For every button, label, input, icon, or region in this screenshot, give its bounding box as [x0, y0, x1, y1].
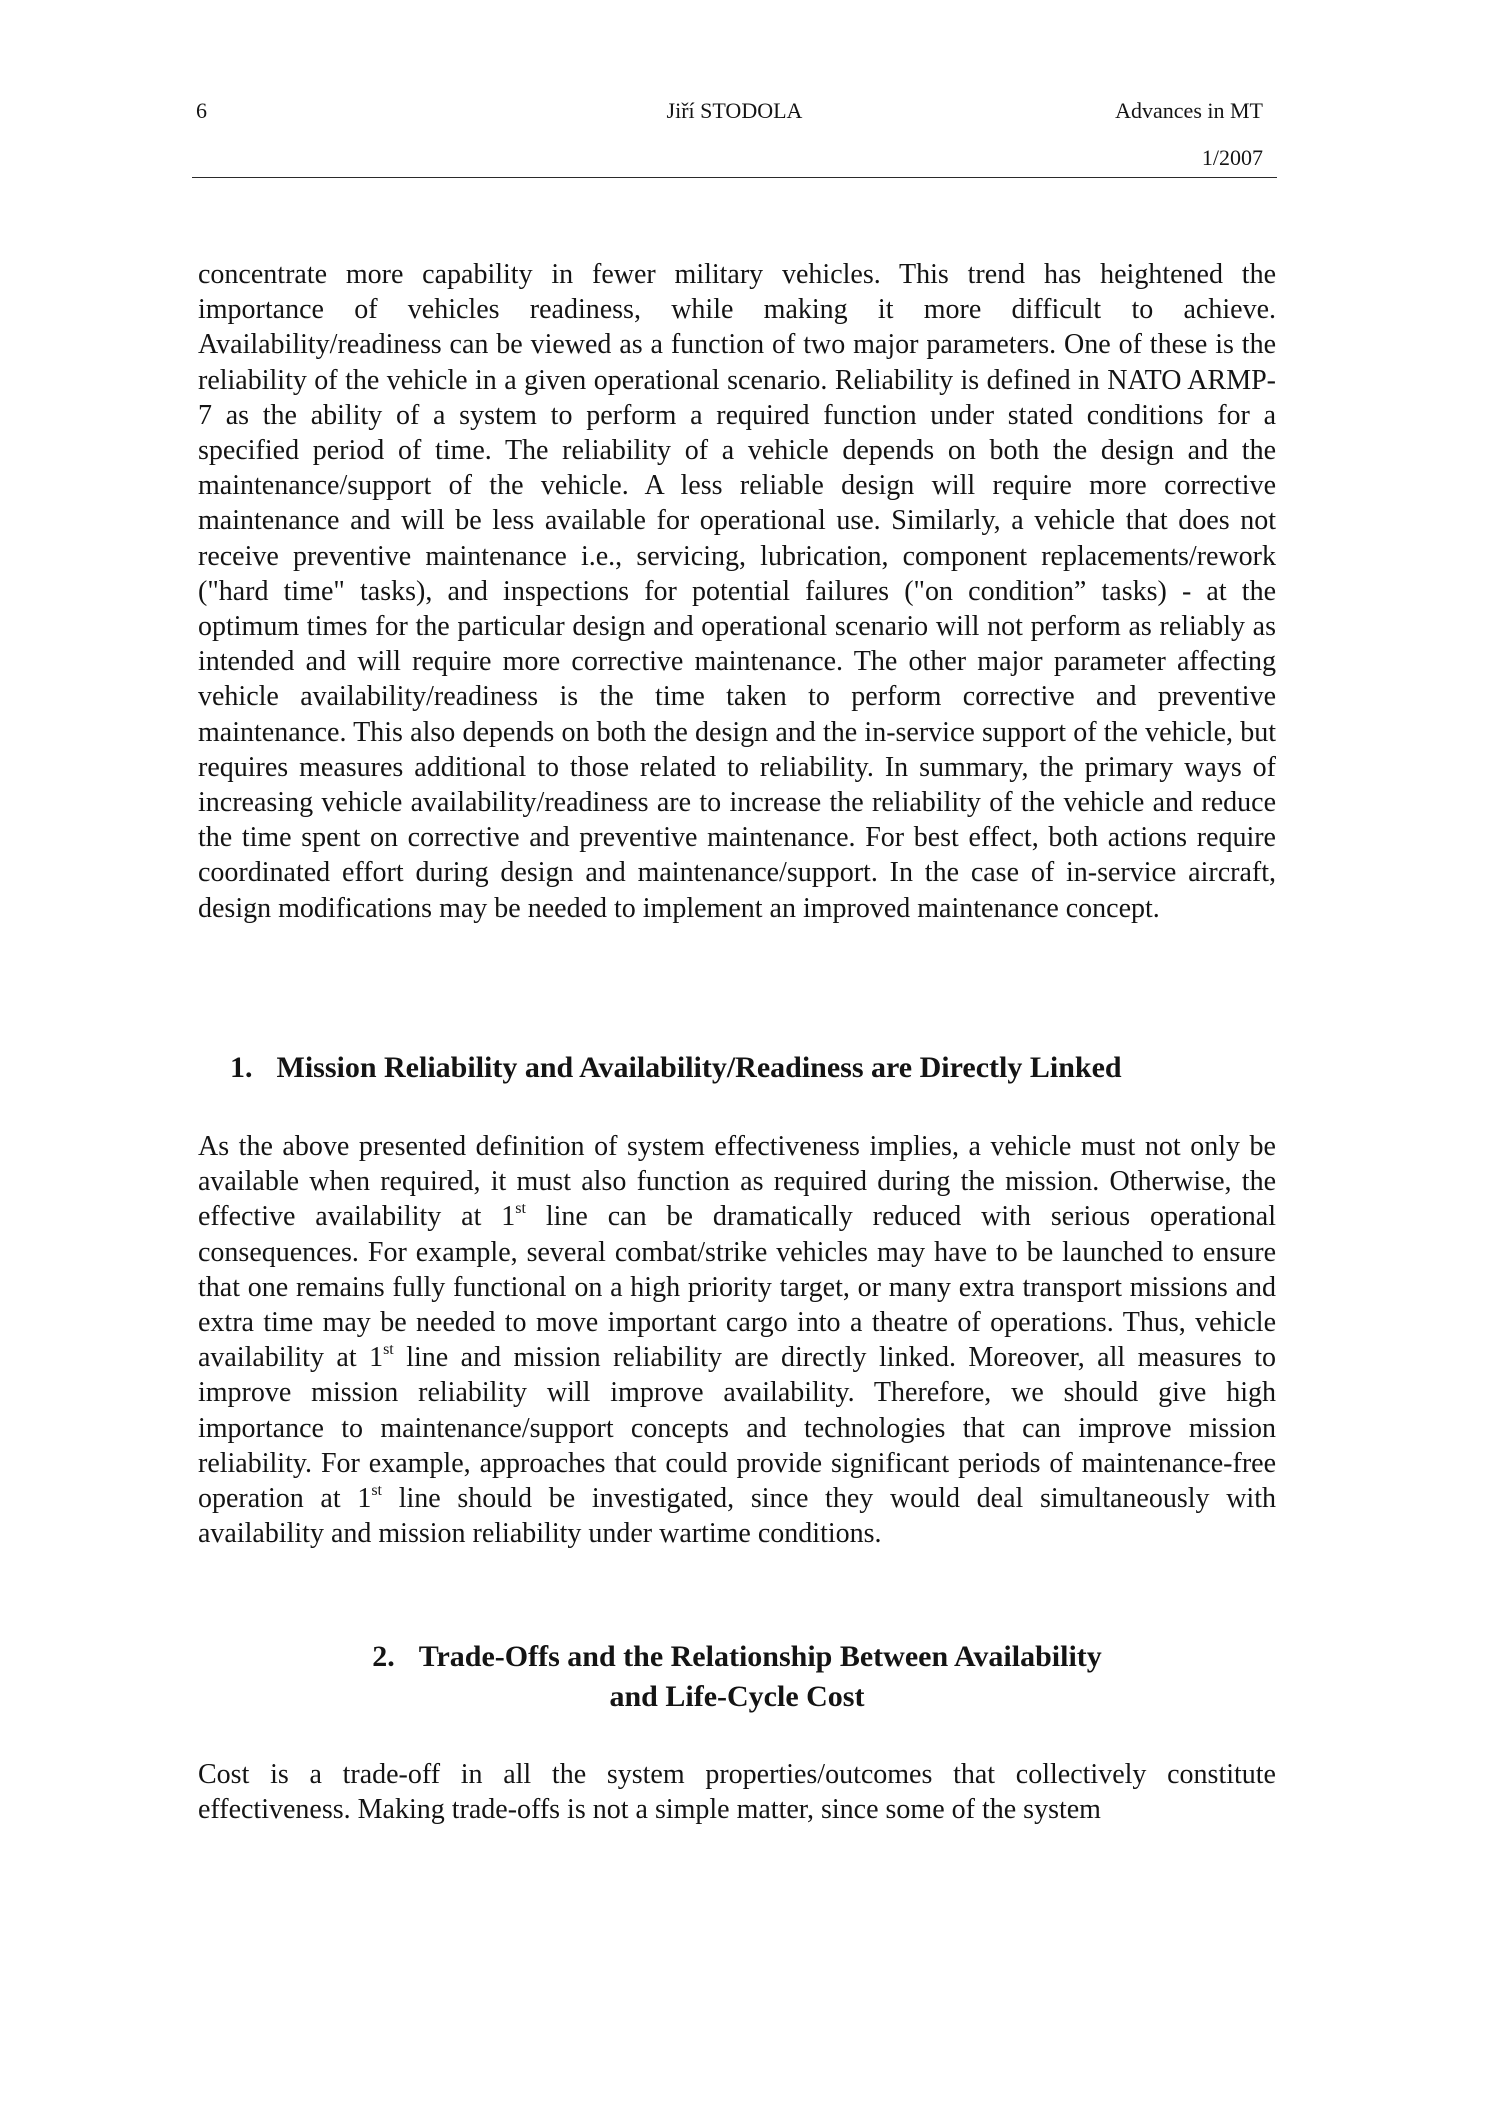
superscript: st [383, 1341, 394, 1359]
header-rule [192, 177, 1277, 178]
text-run: line can be dramatically reduced with serious operational consequences. For example, several combat/strike vehicles may have to be launched to ensure that one remains fully functional on a high priority target, or many extra transport missions and extra time may be needed to move important cargo into a theatre of operations. Thus, vehicle availability at 1 [198, 1201, 1277, 1374]
text-run: line should be investigated, since they would deal simultaneously with availability and mission reliability under wartime conditions. [198, 1483, 1276, 1550]
superscript: st [371, 1482, 382, 1500]
section-number: 1. [230, 1051, 253, 1084]
section-title: Mission Reliability and Availability/Readiness are Directly Linked [276, 1051, 1122, 1084]
page-number: 6 [196, 98, 207, 123]
body-paragraph-3: Cost is a trade-off in all the system properties/outcomes that collectively constitute effectiveness. Making trade-offs is not a simple matter, since some of the system [198, 1759, 1276, 1826]
section-title-line-2: and Life-Cycle Cost [609, 1680, 865, 1713]
superscript: st [515, 1200, 526, 1218]
section-title: Trade-Offs and the Relationship Between Availability [418, 1640, 1102, 1673]
header-author: Jiří STODOLA [666, 98, 803, 123]
text-run: line and mission reliability are directly linked. Moreover, all measures to improve mission reliability will improve availability. Therefore, we should give high importance to maintenance/support concepts and technologies that can improve mission reliability. For example, approaches that could provide significant periods of maintenance-free operation at 1 [198, 1342, 1277, 1515]
section-title-line-1 [198, 1637, 1276, 1677]
section-heading-2 [198, 1637, 1276, 1717]
text-run: As the above presented definition of system effectiveness implies, a vehicle must not only be available when required, it must also function as required during the mission. Otherwise, the effective availability at 1 [198, 1131, 1276, 1233]
body-paragraph-1: concentrate more capability in fewer military vehicles. This trend has heightened the importance of vehicles readiness, while making it more difficult to achieve. Availability/readiness can be viewed as a function of two major parameters. One of these is the reliability of the vehicle in a given operational scenario. Reliability is defined in NATO ARMP-7 as the ability of a system to perform a required function under stated conditions for a specified period of time. The reliability of a vehicle depends on both the design and the maintenance/support of the vehicle. A less reliable design will require more corrective maintenance and will be less available for operational use. Similarly, a vehicle that does not receive preventive maintenance i.e., servicing, lubrication, component replacements/rework ("hard time" tasks), and inspections for potential failures ("on condition” tasks) - at the optimum times for the particular design and operational scenario will not perform as reliably as intended and will require more corrective maintenance. The other major parameter affecting vehicle availability/readiness is the time taken to perform corrective and preventive maintenance. This also depends on both the design and the in-service support of the vehicle, but requires measures additional to those related to reliability. In summary, the primary ways of increasing vehicle availability/readiness are to increase the reliability of the vehicle and reduce the time spent on corrective and preventive maintenance. For best effect, both actions require coordinated effort during design and maintenance/support. In the case of in-service aircraft, design modifications may be needed to implement an improved maintenance concept. [198, 259, 1276, 924]
body-paragraph-2 [198, 1129, 1276, 1551]
header-journal: Advances in MT [1115, 98, 1263, 123]
header-issue: 1/2007 [1201, 145, 1263, 170]
running-header [192, 98, 1277, 178]
section-number: 2. [372, 1640, 395, 1673]
section-heading-1 [198, 1048, 1276, 1088]
